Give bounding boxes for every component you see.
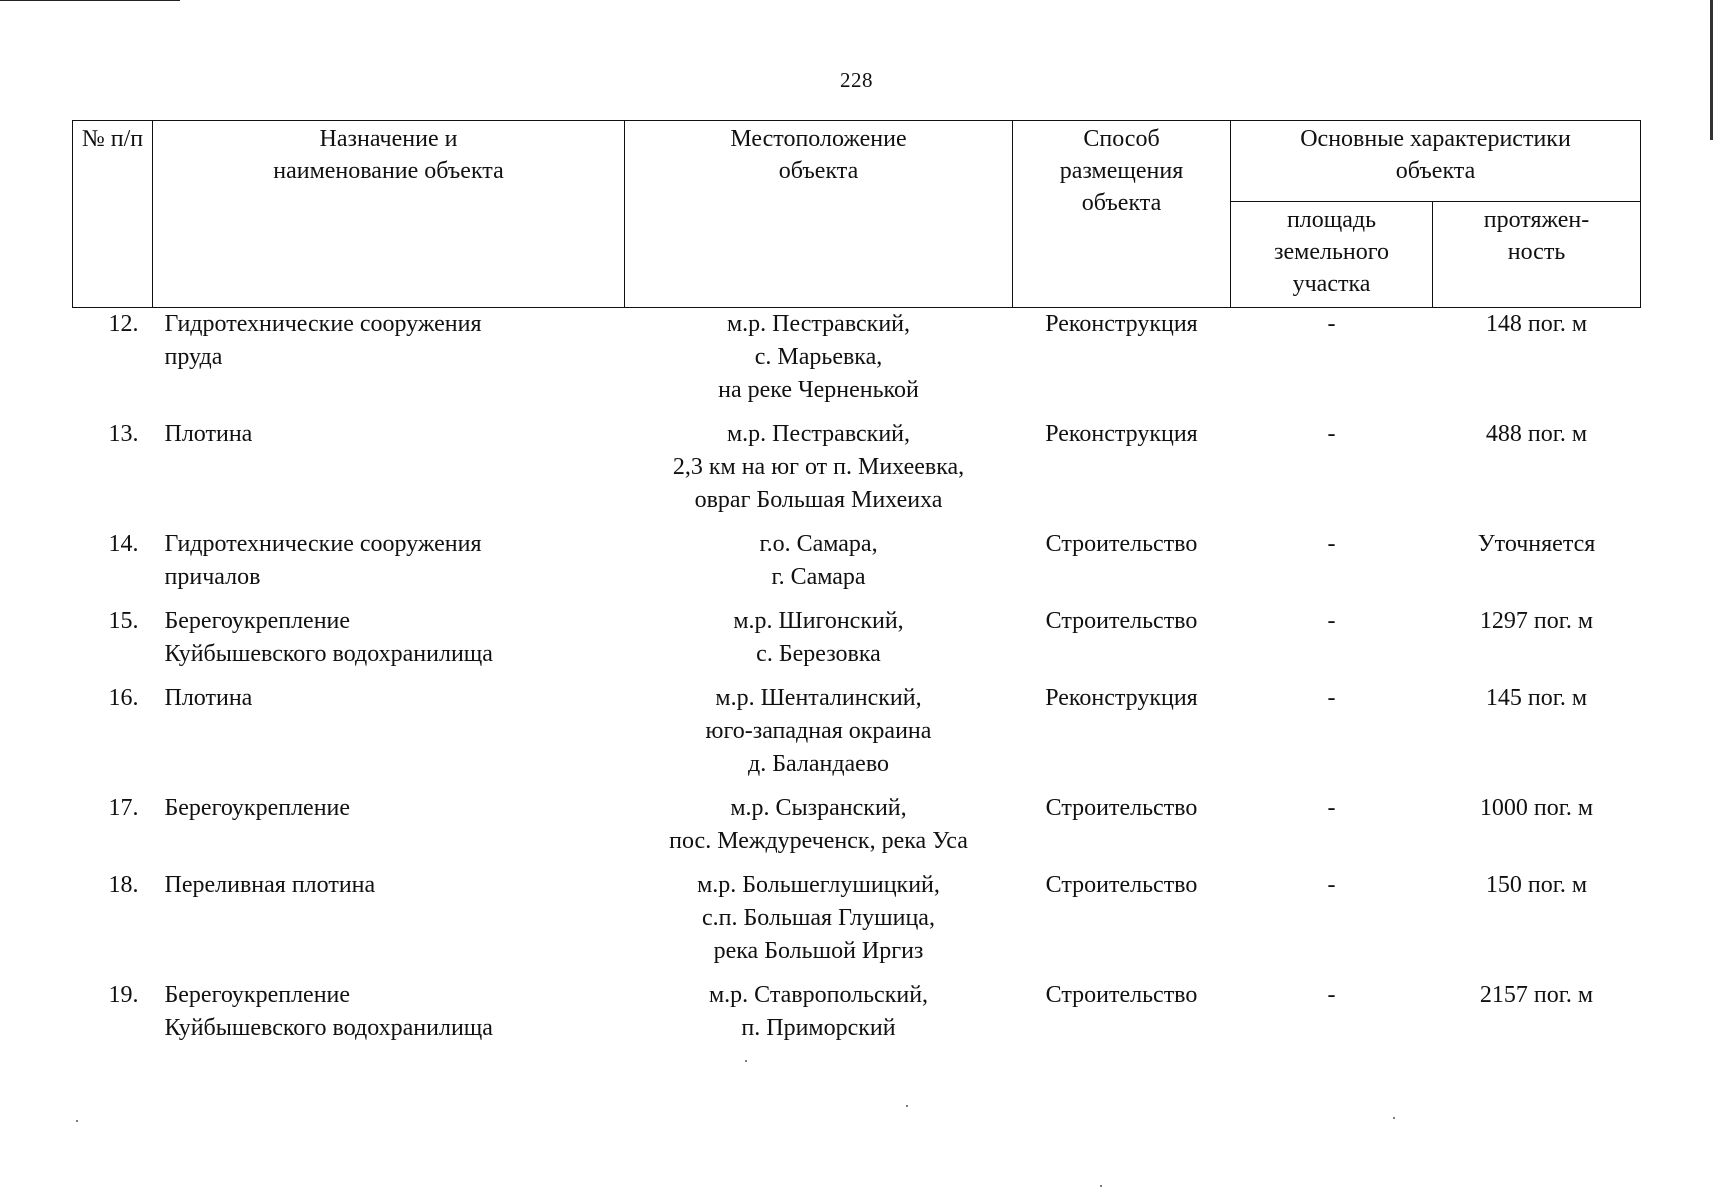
object-name-line: пруда	[164, 344, 223, 370]
object-location-line: река Большой Иргиз	[713, 938, 924, 964]
header-location-line: Местоположение	[730, 126, 907, 152]
object-length: 150 пог. м	[1485, 872, 1588, 898]
header-characteristics-line: Основные характеристики	[1300, 126, 1571, 152]
header-length	[1433, 202, 1641, 308]
row-number: 17.	[108, 795, 139, 821]
header-location-line: объекта	[778, 158, 859, 184]
object-location	[625, 869, 1013, 979]
header-num: № п/п	[73, 121, 153, 308]
object-length: Уточняется	[1477, 531, 1596, 557]
land-area: -	[1327, 982, 1336, 1008]
object-name	[153, 528, 625, 605]
placement-method: Реконструкция	[1045, 311, 1198, 337]
header-area-line: земельного	[1274, 239, 1389, 265]
object-name-line: Куйбышевского водохранилища	[164, 641, 493, 667]
object-location-line: овраг Большая Михеиха	[694, 487, 943, 513]
placement-method: Строительство	[1045, 982, 1198, 1008]
header-name-line: наименование объекта	[273, 158, 504, 184]
object-location-line: 2,3 км на юг от п. Михеевка,	[672, 454, 965, 480]
row-number: 14.	[108, 531, 139, 557]
table-row	[73, 979, 1641, 1056]
object-length: 148 пог. м	[1485, 311, 1588, 337]
table-body	[73, 308, 1641, 1057]
table-row	[73, 792, 1641, 869]
header-method-line: объекта	[1081, 190, 1162, 216]
scan-speck	[1100, 1185, 1102, 1187]
header-area-line: площадь	[1286, 207, 1377, 233]
object-name-line: Плотина	[164, 421, 253, 447]
land-area: -	[1327, 685, 1336, 711]
table-row	[73, 418, 1641, 528]
table-row	[73, 682, 1641, 792]
row-number: 13.	[108, 421, 139, 447]
header-area	[1231, 202, 1433, 308]
object-location-line: м.р. Ставропольский,	[708, 982, 929, 1008]
scan-speck	[1393, 1117, 1395, 1119]
object-name-line: Берегоукрепление	[164, 982, 351, 1008]
object-location	[625, 605, 1013, 682]
header-length-line: протяжен-	[1483, 207, 1590, 233]
table-row	[73, 308, 1641, 419]
page-number: 228	[840, 68, 873, 92]
object-name-line: причалов	[164, 564, 261, 590]
table-row	[73, 605, 1641, 682]
object-name-line: Гидротехнические сооружения	[164, 531, 482, 557]
land-area: -	[1327, 608, 1336, 634]
header-area-line: участка	[1292, 271, 1371, 297]
object-name-line: Берегоукрепление	[164, 608, 351, 634]
object-location-line: с. Марьевка,	[754, 344, 883, 370]
object-location-line: пос. Междуреченск, река Уса	[669, 828, 968, 854]
row-number: 16.	[108, 685, 139, 711]
objects-table	[72, 120, 1641, 1056]
object-length: 2157 пог. м	[1479, 982, 1594, 1008]
object-name-line: Переливная плотина	[164, 872, 376, 898]
header-characteristics	[1231, 121, 1641, 202]
object-location-line: с. Березовка	[756, 641, 881, 667]
object-name	[153, 605, 625, 682]
object-location-line: г.о. Самара,	[759, 531, 878, 557]
land-area: -	[1327, 795, 1336, 821]
object-location-line: м.р. Сызранский,	[730, 795, 907, 821]
scan-speck	[76, 1120, 78, 1122]
header-name	[153, 121, 625, 308]
header-method	[1013, 121, 1231, 308]
object-location	[625, 308, 1013, 419]
object-length: 488 пог. м	[1485, 421, 1588, 447]
object-length: 1297 пог. м	[1479, 608, 1594, 634]
row-number: 18.	[108, 872, 139, 898]
row-number: 15.	[108, 608, 139, 634]
object-length: 145 пог. м	[1485, 685, 1588, 711]
object-name	[153, 869, 625, 979]
object-location-line: д. Баландаево	[747, 751, 889, 777]
header-method-line: Способ	[1083, 126, 1160, 152]
object-location-line: м.р. Большеглушицкий,	[697, 872, 940, 898]
object-location	[625, 682, 1013, 792]
object-location-line: м.р. Пестравский,	[726, 311, 911, 337]
row-number: 12.	[108, 311, 139, 337]
object-location-line: м.р. Пестравский,	[726, 421, 911, 447]
placement-method: Строительство	[1045, 531, 1198, 557]
header-name-line: Назначение и	[319, 126, 458, 152]
placement-method: Строительство	[1045, 872, 1198, 898]
object-location-line: с.п. Большая Глушица,	[702, 905, 935, 931]
land-area: -	[1327, 872, 1336, 898]
table-row	[73, 869, 1641, 979]
header-length-line: ность	[1507, 239, 1566, 265]
land-area: -	[1327, 421, 1336, 447]
object-length: 1000 пог. м	[1479, 795, 1594, 821]
land-area: -	[1327, 531, 1336, 557]
scan-artifact-line	[0, 0, 180, 1]
object-location	[625, 792, 1013, 869]
object-name-line: Плотина	[164, 685, 253, 711]
object-location-line: юго-западная окраина	[705, 718, 932, 744]
object-name-line: Берегоукрепление	[164, 795, 351, 821]
placement-method: Строительство	[1045, 795, 1198, 821]
header-characteristics-line: объекта	[1395, 158, 1476, 184]
table-header	[73, 121, 1641, 308]
object-name	[153, 308, 625, 419]
header-method-line: размещения	[1059, 158, 1184, 184]
scan-speck	[745, 1060, 747, 1062]
object-name	[153, 418, 625, 528]
object-location	[625, 418, 1013, 528]
object-name-line: Куйбышевского водохранилища	[164, 1015, 493, 1041]
object-location-line: г. Самара	[771, 564, 866, 590]
object-name-line: Гидротехнические сооружения	[164, 311, 482, 337]
row-number: 19.	[108, 982, 139, 1008]
land-area: -	[1327, 311, 1336, 337]
scan-speck	[906, 1105, 908, 1107]
object-name	[153, 979, 625, 1056]
header-location	[625, 121, 1013, 308]
object-name	[153, 682, 625, 792]
object-location-line: м.р. Шигонский,	[733, 608, 904, 634]
object-location	[625, 528, 1013, 605]
object-location-line: п. Приморский	[741, 1015, 896, 1041]
placement-method: Реконструкция	[1045, 421, 1198, 447]
object-location-line: м.р. Шенталинский,	[715, 685, 922, 711]
object-location-line: на реке Черненькой	[718, 377, 919, 403]
object-name	[153, 792, 625, 869]
table-row	[73, 528, 1641, 605]
placement-method: Реконструкция	[1045, 685, 1198, 711]
placement-method: Строительство	[1045, 608, 1198, 634]
object-location	[625, 979, 1013, 1056]
